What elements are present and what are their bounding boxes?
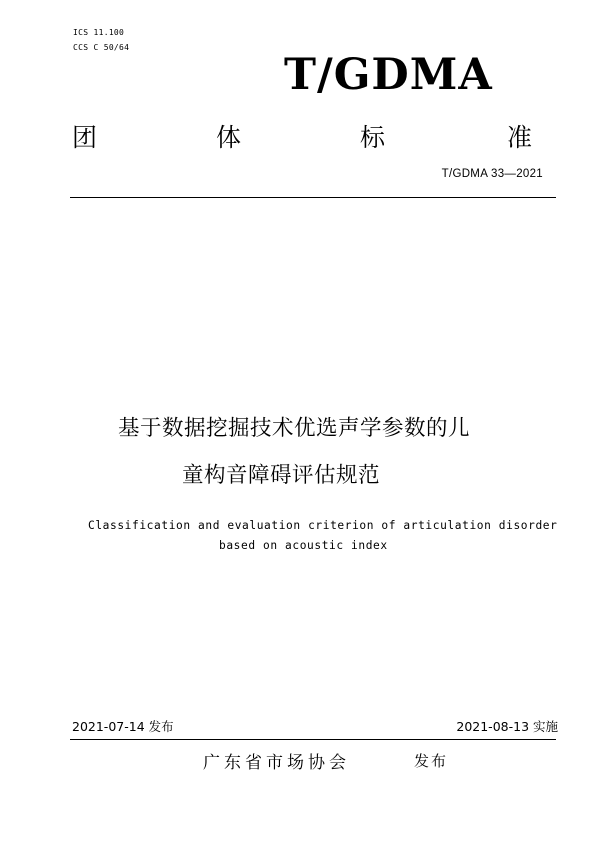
header-divider [70,197,556,198]
title-zh-line1: 基于数据挖掘技术优选声学参数的儿 [118,416,471,441]
title-en-line2: based on acoustic index [219,539,388,552]
ccs-code: CCS C 50/64 [73,43,130,52]
footer-divider [70,739,556,740]
publish-label: 发布 [414,752,449,770]
issue-date: 2021-07-14 发布 [72,719,174,734]
title-en-line1: Classification and evaluation criterion of articulation disorder [88,519,558,532]
brand-logo-text: T/GDMA [284,50,493,100]
ics-code: ICS 11.100 [73,28,125,37]
document-number: T/GDMA 33—2021 [441,168,543,180]
implement-date: 2021-08-13 实施 [456,719,558,734]
category-char-4: 准 [507,123,533,152]
category-char-1: 团 [72,123,98,152]
issuer-organization: 广东省市场协会 [203,753,350,773]
category-char-2: 体 [216,123,242,152]
title-zh-line2: 童构音障碍评估规范 [182,463,381,488]
category-char-3: 标 [360,123,386,152]
